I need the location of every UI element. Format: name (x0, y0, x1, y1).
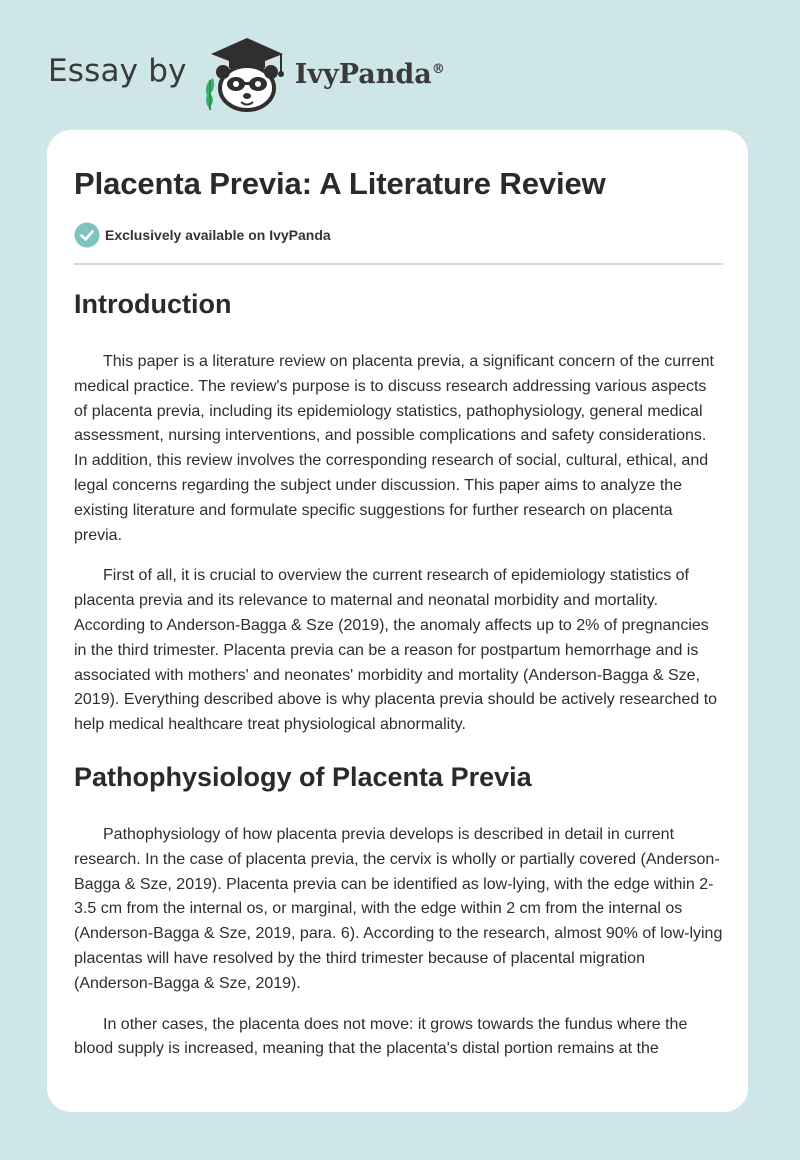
divider (74, 263, 723, 265)
section-heading-introduction: Introduction (74, 289, 232, 319)
document-content (74, 164, 723, 1062)
section-heading-pathophysiology: Pathophysiology of Placenta Previa (74, 761, 532, 792)
brand-header[interactable] (48, 34, 445, 114)
exclusive-badge (74, 222, 723, 248)
brand-prefix: Essay by (48, 53, 187, 89)
brand-name (295, 59, 445, 90)
checkmark-icon (74, 222, 100, 248)
document-card (47, 130, 748, 1112)
panda-logo-icon (199, 34, 291, 114)
page-title: Placenta Previa: A Literature Review (74, 166, 606, 201)
badge-text: Exclusively available on IvyPanda (105, 227, 331, 243)
paragraph: First of all, it is crucial to overview the current research of epidemiology statistics of placenta previa and its relevance to maternal and neonatal morbidity and mortality. According to Anderson-Bagga & Sze (2019), the anomaly affects up to 2% of pregnancies in the third trimester. Placenta previa can be a reason for postpartum hemorrhage and is associated with mothers' and neonates' morbidity and mortality (Anderson-Bagga & Sze, 2019). Everything described above is why placenta previa should be actively researched to help medical healthcare treat physiological abnormality. (74, 567, 718, 734)
brand-name-text: IvyPanda (294, 58, 432, 90)
paragraph: This paper is a literature review on placenta previa, a significant concern of the current medical practice. The review's purpose is to discuss research addressing various aspects of placenta previa, including its epidemiology statistics, pathophysiology, general medical assessment, nursing interventions, and possible complications and safety considerations. In addition, this review involves the corresponding research of social, cultural, ethical, and legal concerns regarding the subject under discussion. This paper aims to analyze the existing literature and formulate specific suggestions for further research on placenta previa. (74, 353, 714, 544)
paragraph: Pathophysiology of how placenta previa develops is described in detail in current research. In the case of placenta previa, the cervix is wholly or partially covered (Anderson-Bagga & Sze, 2019). Placenta previa can be identified as low-lying, with the edge within 2-3.5 cm from the internal os, or marginal, with the edge within 2 cm from the internal os (Anderson-Bagga & Sze, 2019, para. 6). According to the research, almost 90% of low-lying placentas will have resolved by the third trimester because of placental migration (Anderson-Bagga & Sze, 2019). (74, 825, 723, 992)
registered-mark: ® (431, 61, 445, 77)
paragraph: In other cases, the placenta does not move: it grows towards the fundus where the blood supply is increased, meaning that the placenta's distal portion remains at the (74, 1015, 688, 1058)
